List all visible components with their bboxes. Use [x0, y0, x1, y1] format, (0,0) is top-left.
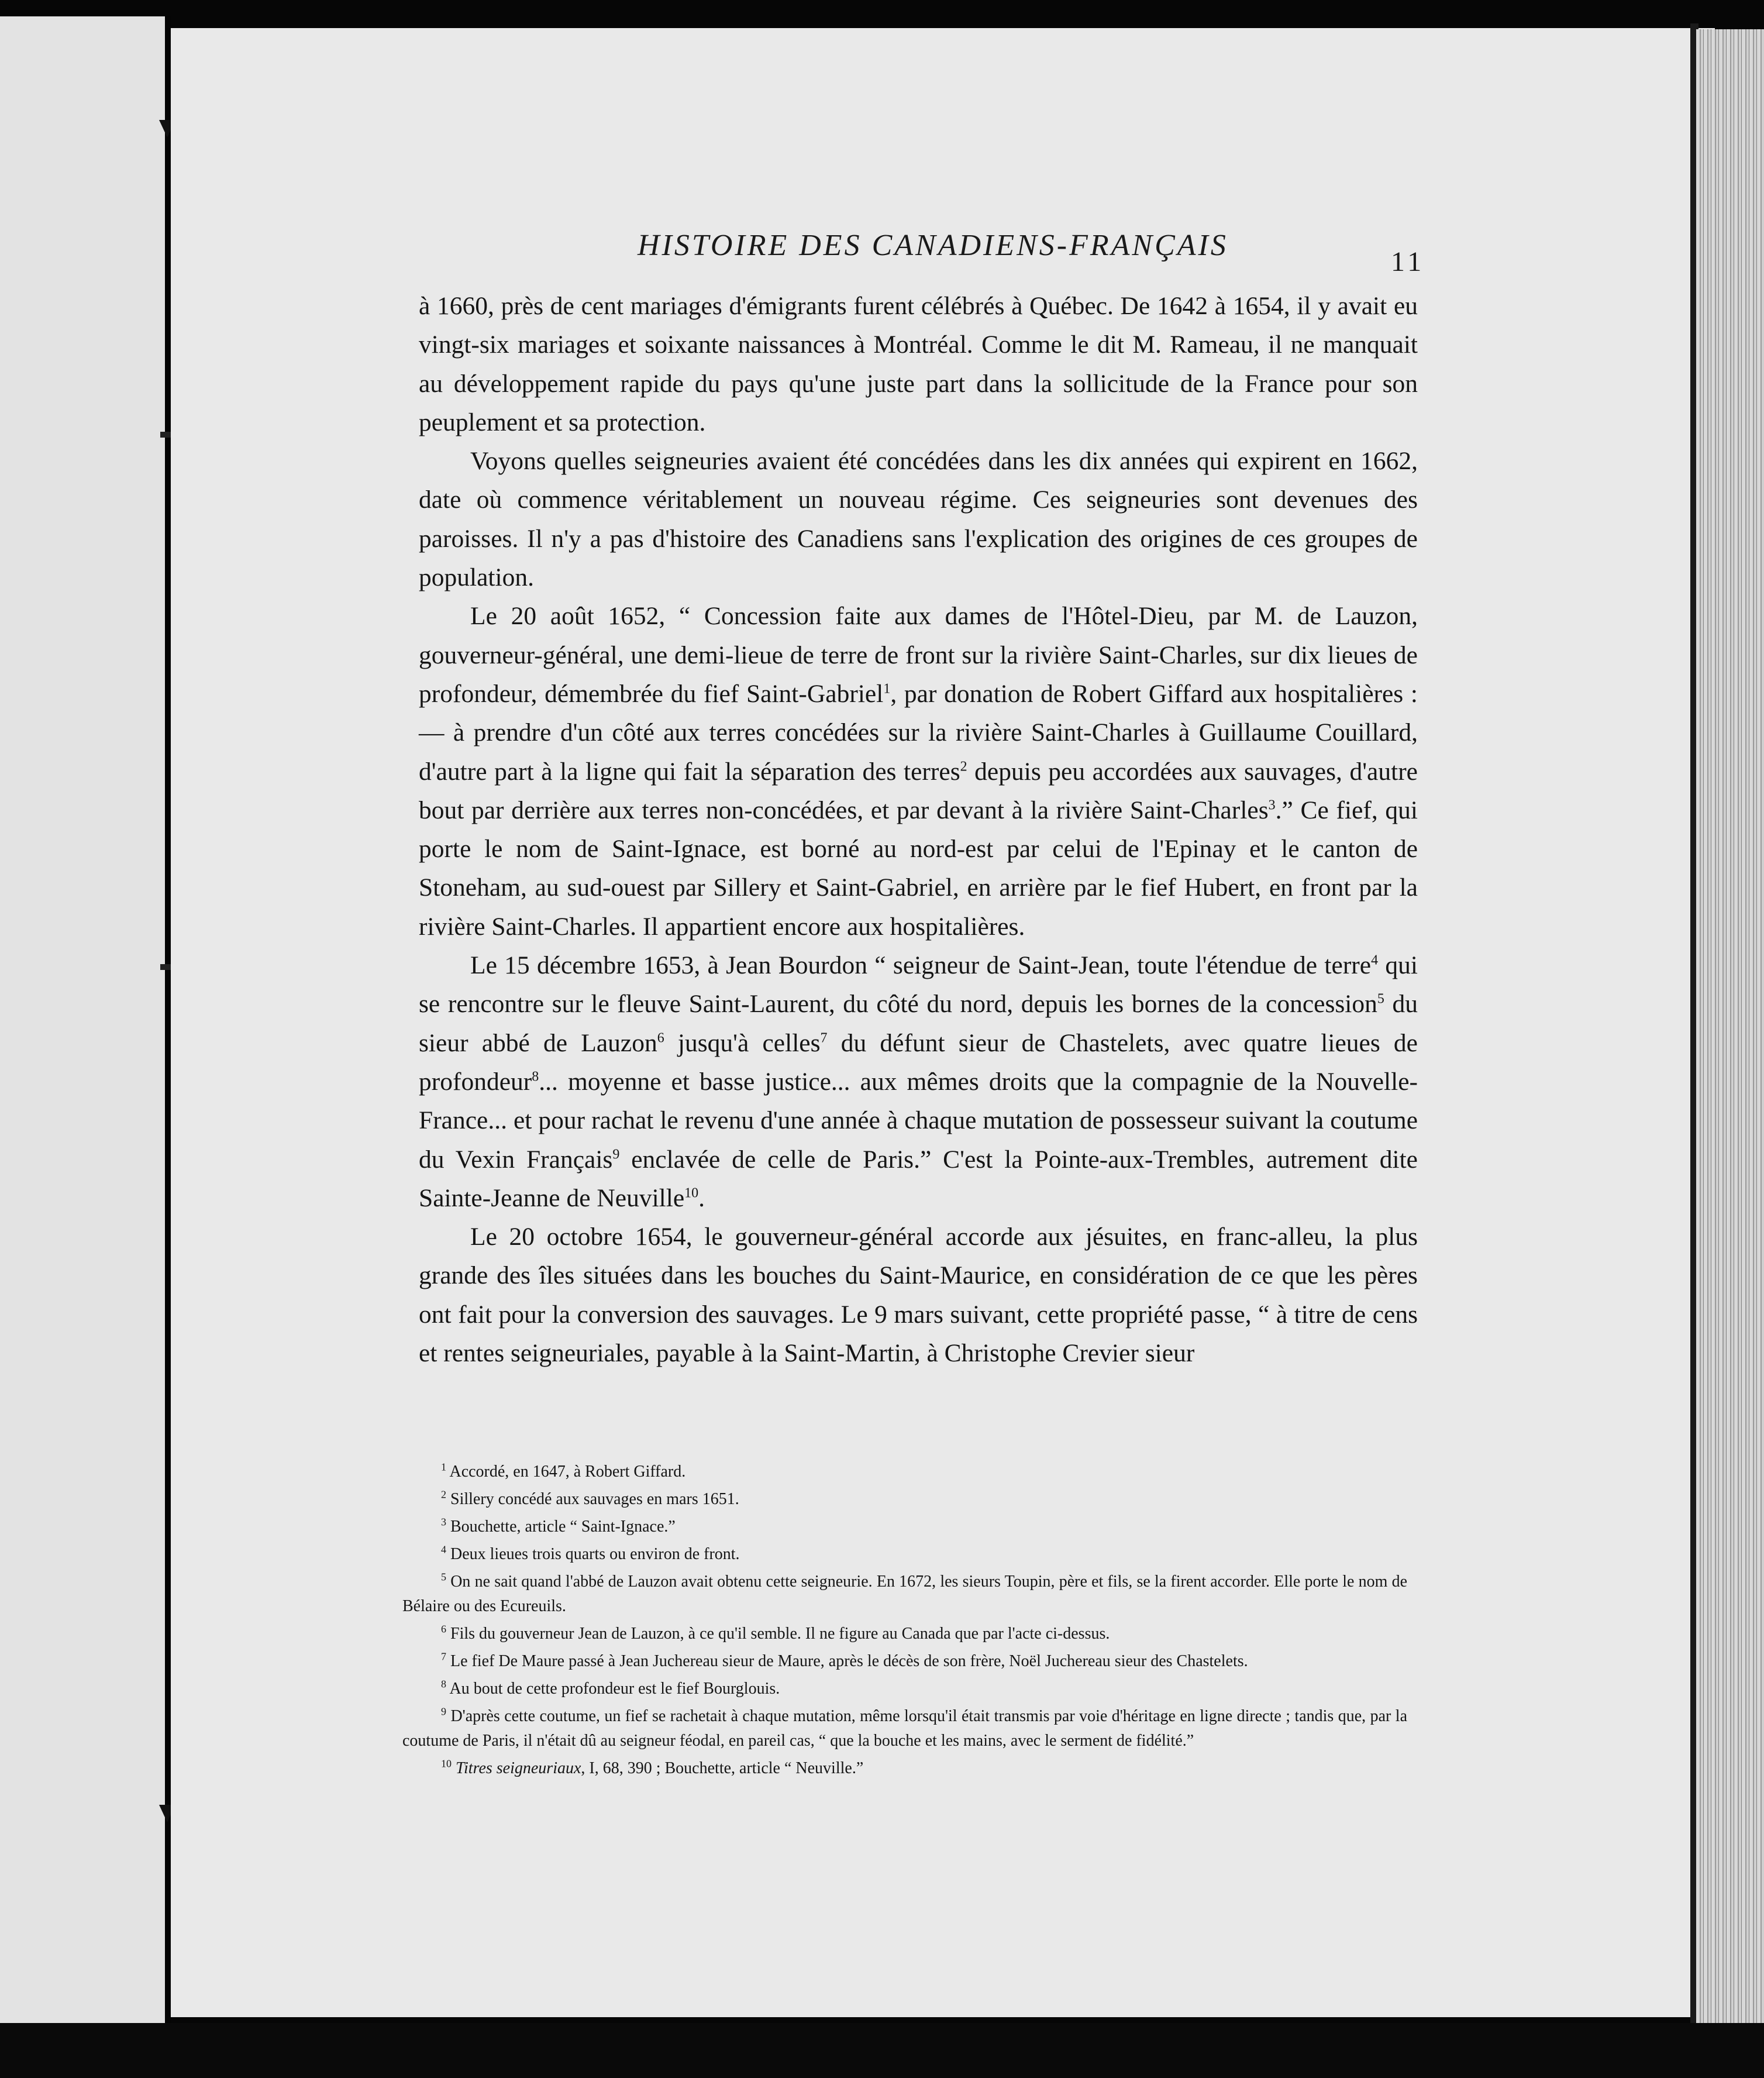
footnotes — [402, 1460, 1407, 1784]
text-run: Le 20 octobre 1654, le gouverneur-général accorde aux jésuites, en franc-alleu, la plus grande des îles situées dans les bouches du Saint-Maurice, en considération de ce que les pères ont fait pour la conversion des sauvages. Le 9 mars suivant, cette propriété passe, “ à titre de cens et rentes seigneuriales, payable à la Saint-Martin, à Christophe Crevier sieur — [419, 1223, 1418, 1368]
footnote — [402, 1515, 1407, 1539]
text-run: enclavée de celle de Paris.” C'est la Pointe-aux-Trembles, autrement dite Sainte-Jeanne de Neuville — [419, 1145, 1418, 1212]
text-run: D'après cette coutume, un fief se rachetait à chaque mutation, même lorsqu'il était transmis par voie d'héritage en ligne directe ; tandis que, par la coutume de Paris, il n'était dû au seigneur féodal, en pareil cas, “ que la bouche et les mains, avec le serment de fidélité.” — [402, 1707, 1407, 1750]
paragraph — [419, 946, 1418, 1217]
footnote-number: 4 — [441, 1543, 446, 1556]
text-run: Le 15 décembre 1653, à Jean Bourdon “ seigneur de Saint-Jean, toute l'étendue de terre — [470, 951, 1372, 980]
text-run: du défunt sieur de Chastelets, avec quatre lieues de profondeur — [419, 1028, 1418, 1096]
footnote-number: 7 — [441, 1650, 446, 1663]
footnote — [402, 1487, 1407, 1512]
text-run: Le 20 août 1652, “ Concession faite aux dames de l'Hôtel-Dieu, par M. de Lauzon, gouverneur-général, une demi-lieue de terre de front sur la rivière Saint-Charles, sur dix lieues de profondeur, démembrée du fief Saint-Gabriel — [419, 602, 1418, 708]
text-run: Accordé, en 1647, à Robert Giffard. — [449, 1463, 686, 1481]
footnote — [402, 1704, 1407, 1753]
footnote-ref: 5 — [1377, 991, 1384, 1007]
text-run: du sieur abbé de Lauzon — [419, 990, 1418, 1057]
footnote-ref: 7 — [820, 1030, 828, 1046]
footnote — [402, 1677, 1407, 1701]
paragraph — [419, 442, 1418, 597]
text-run: . — [698, 1184, 705, 1212]
page-stack-edges — [1696, 29, 1764, 2024]
text-run: à 1660, près de cent mariages d'émigrants furent célébrés à Québec. De 1642 à 1654, il y avait eu vingt-six mariages et soixante naissances à Montréal. Comme le dit M. Rameau, il ne manquait au développement rapide du pays qu'une juste part dans la sollicitude de la France pour son peuplement et sa protection. — [419, 292, 1418, 436]
text-run: Bouchette, article “ Saint-Ignace.” — [450, 1518, 676, 1536]
text-run: Voyons quelles seigneuries avaient été concédées dans les dix années qui expirent en 1662, date où commence véritablement un nouveau régime. Ces seigneuries sont devenues des paroisses. Il n'y a pas d'histoire des Canadiens sans l'explication des origines de ces groupes de population. — [419, 447, 1418, 592]
footnote-ref: 4 — [1371, 952, 1379, 968]
footnote-number: 10 — [441, 1757, 452, 1770]
footnote-ref: 2 — [960, 759, 967, 775]
footnote-number: 5 — [441, 1571, 446, 1583]
page-number: 11 — [1391, 246, 1425, 277]
footnote-number: 2 — [441, 1488, 446, 1501]
footnote — [402, 1570, 1407, 1619]
text-run: Au bout de cette profondeur est le fief Bourglouis. — [449, 1680, 780, 1698]
footnote-number: 3 — [441, 1516, 446, 1528]
footnote-number: 8 — [441, 1678, 446, 1690]
footnote — [402, 1649, 1407, 1674]
footnote-number: 9 — [441, 1705, 446, 1718]
text-run: ... moyenne et basse justice... aux mêmes droits que la compagnie de la Nouvelle-France... et pour rachat le revenu d'une année à chaque mutation de possesseur suivant la coutume du Vexin Français — [419, 1067, 1418, 1174]
text-run: Deux lieues trois quarts ou environ de front. — [450, 1545, 740, 1563]
text-run: Le fief De Maure passé à Jean Juchereau sieur de Maure, après le décès de son frère, Noël Juchereau sieur des Chastelets. — [450, 1652, 1248, 1670]
footnote-ref: 10 — [684, 1185, 699, 1201]
footnote — [402, 1756, 1407, 1781]
paragraph — [419, 287, 1418, 442]
footnote-ref: 9 — [612, 1147, 620, 1162]
text-run: Titres seigneuriaux — [456, 1759, 581, 1777]
footnote — [402, 1542, 1407, 1567]
scan-border-bottom — [0, 2023, 1764, 2078]
facing-page-strip — [0, 16, 165, 2023]
body-text — [419, 287, 1418, 1372]
gutter-shadow — [165, 16, 171, 2023]
footnote-number: 6 — [441, 1623, 446, 1635]
text-run: .” Ce fief, qui porte le nom de Saint-Ignace, est borné au nord-est par celui de l'Epinay et le canton de Stoneham, au sud-ouest par Sillery et Saint-Gabriel, en arrière par le fief Hubert, en front par la rivière Saint-Charles. Il appartient encore aux hospitalières. — [419, 796, 1418, 941]
footnote — [402, 1460, 1407, 1484]
footnote-ref: 6 — [657, 1030, 664, 1046]
footnote-ref: 1 — [883, 681, 891, 697]
text-run: depuis peu accordées aux sauvages, d'autre bout par derrière aux terres non-concédées, et par devant à la rivière Saint-Charles — [419, 757, 1418, 824]
paragraph — [419, 1217, 1418, 1372]
footnote — [402, 1622, 1407, 1646]
text-run: Sillery concédé aux sauvages en mars 1651. — [450, 1490, 739, 1508]
footnote-number: 1 — [441, 1461, 446, 1473]
footnote-ref: 8 — [532, 1069, 539, 1085]
running-title: HISTOIRE DES CANADIENS-FRANÇAIS — [638, 229, 1228, 262]
text-run: , par donation de Robert Giffard aux hospitalières : — à prendre d'un côté aux terres concédées sur la rivière Saint-Charles à Guillaume Couillard, d'autre part à la ligne qui fait la séparation des terres — [419, 679, 1418, 786]
text-run: qui se rencontre sur le fleuve Saint-Laurent, du côté du nord, depuis les bornes de la concession — [419, 951, 1418, 1019]
text-run: , I, 68, 390 ; Bouchette, article “ Neuville.” — [581, 1759, 864, 1777]
footnote-ref: 3 — [1268, 797, 1276, 813]
paragraph — [419, 597, 1418, 946]
text-run: jusqu'à celles — [664, 1028, 821, 1057]
text-run: On ne sait quand l'abbé de Lauzon avait obtenu cette seigneurie. En 1672, les sieurs Toupin, père et fils, se la firent accorder. Elle porte le nom de Bélaire ou des Ecureuils. — [402, 1573, 1408, 1615]
text-run: Fils du gouverneur Jean de Lauzon, à ce qu'il semble. Il ne figure au Canada que par l'acte ci-dessus. — [450, 1625, 1110, 1643]
